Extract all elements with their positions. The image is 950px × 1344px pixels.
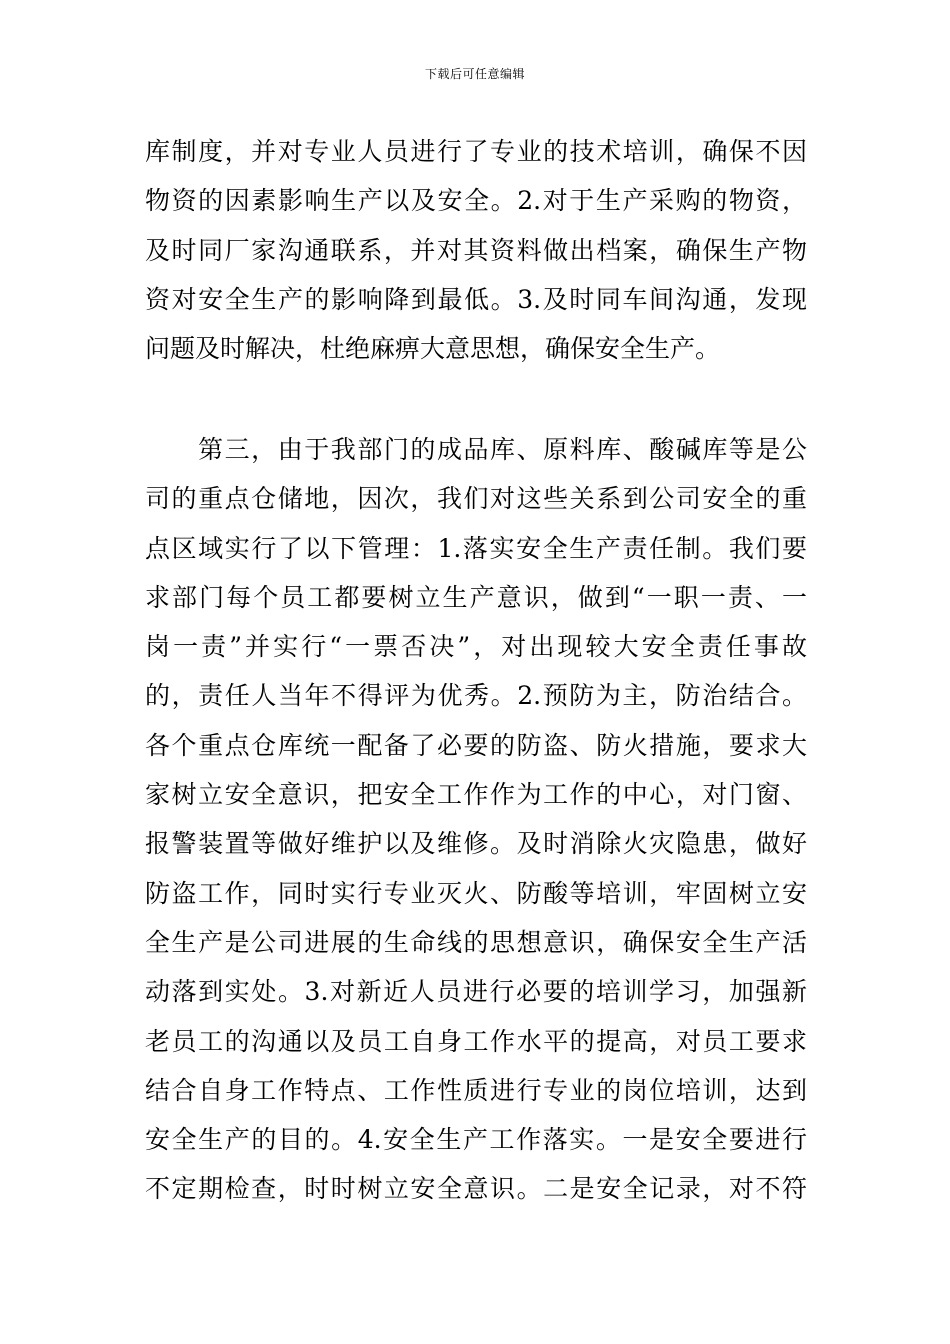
text-line: 老员工的沟通以及员工自身工作水平的提高，对员工要求 [145, 1026, 807, 1056]
text-line: 资对安全生产的影响降到最低。3.及时同车间沟通，发现 [145, 284, 807, 314]
text-line: 点区域实行了以下管理：1.落实安全生产责任制。我们要 [145, 533, 807, 563]
text-line: 及时同厂家沟通联系，并对其资料做出档案，确保生产物 [145, 235, 807, 265]
page-header: 下载后可任意编辑 [424, 67, 525, 81]
paragraph-1 [145, 127, 807, 373]
text-line: 司的重点仓储地，因次，我们对这些关系到公司安全的重 [145, 484, 807, 514]
text-line: 库制度，并对专业人员进行了专业的技术培训，确保不因 [145, 137, 807, 166]
text-line: 岗一责”并实行“一票否决”，对出现较大安全责任事故 [145, 632, 807, 662]
text-line: 全生产是公司进展的生命线的思想意识，确保安全生产活 [145, 927, 807, 957]
text-line: 第三，由于我部门的成品库、原料库、酸碱库等是公 [145, 435, 807, 464]
text-line: 报警装置等做好维护以及维修。及时消除火灾隐患，做好 [145, 829, 807, 859]
text-line: 各个重点仓库统一配备了必要的防盗、防火措施，要求大 [145, 730, 807, 760]
text-line: 的，责任人当年不得评为优秀。2.预防为主，防治结合。 [145, 681, 807, 711]
text-line: 安全生产的目的。4.安全生产工作落实。一是安全要进行 [145, 1125, 807, 1155]
text-line: 不定期检查，时时树立安全意识。二是安全记录，对不符 [145, 1174, 807, 1204]
text-line: 问题及时解决，杜绝麻痹大意思想，确保安全生产。 [145, 334, 721, 364]
text-line: 防盗工作，同时实行专业灭火、防酸等培训，牢固树立安 [145, 878, 807, 908]
text-line: 家树立安全意识，把安全工作作为工作的中心，对门窗、 [145, 780, 807, 810]
text-line: 物资的因素影响生产以及安全。2.对于生产采购的物资， [145, 186, 807, 216]
text-line: 动落到实处。3.对新近人员进行必要的培训学习，加强新 [145, 977, 807, 1007]
text-line: 结合自身工作特点、工作性质进行专业的岗位培训，达到 [145, 1075, 807, 1105]
text-line: 求部门每个员工都要树立生产意识，做到“一职一责、一 [145, 582, 807, 612]
paragraph-2 [145, 425, 807, 1214]
